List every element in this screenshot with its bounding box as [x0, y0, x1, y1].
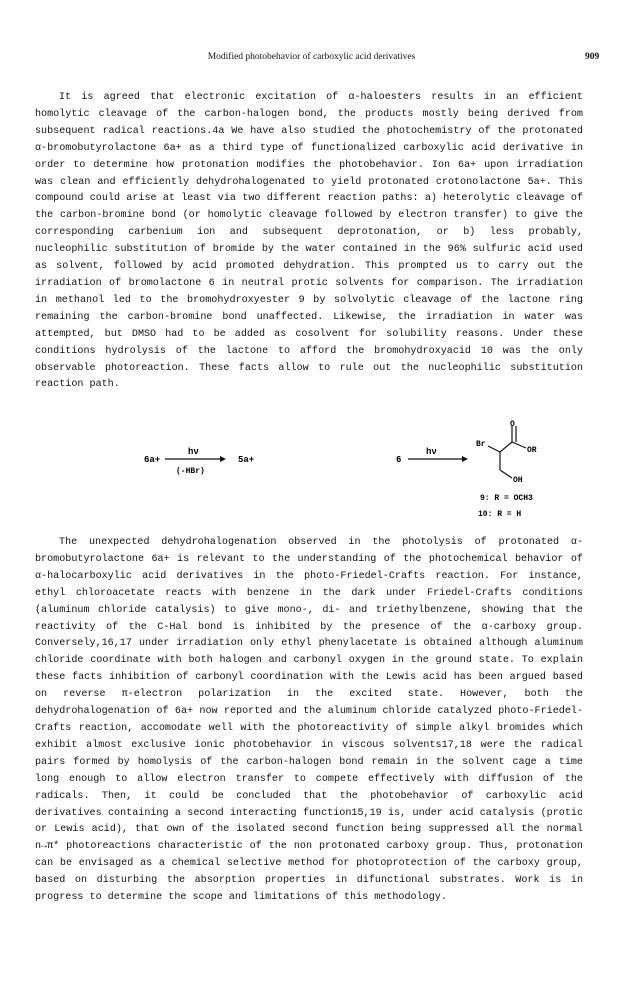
group-oh: OH — [513, 476, 523, 485]
scheme-right-reactant: 6 — [396, 455, 402, 465]
reaction-scheme — [0, 420, 623, 528]
scheme-left-arrowhead — [220, 456, 226, 462]
scheme-left-minus-hbr: (-HBr) — [176, 467, 205, 476]
running-title: Modified photobehavior of carboxylic acid derivatives — [207, 52, 416, 62]
scheme-right-hv: hν — [426, 447, 437, 457]
scheme-left-product: 5a+ — [238, 455, 255, 465]
scheme-right-arrowhead — [462, 456, 468, 462]
legend-compound-10: 10: R = H — [478, 510, 522, 519]
atom-br: Br — [476, 440, 486, 449]
page-number: 909 — [585, 52, 600, 62]
bromohydroxy-structure — [488, 426, 526, 478]
scheme-left-reactant: 6a+ — [144, 455, 161, 465]
legend-compound-9: 9: R = OCH3 — [480, 494, 533, 503]
scheme-left-hv: hν — [188, 447, 199, 457]
paragraph-1-text: It is agreed that electronic excitation of α-haloesters results in an efficient homolytic cleavage of the carbon-halogen bond, the products mostly being derived from subsequent radical reactions.4a We have also studied the photochemistry of the protonated α-bromobutyrolactone 6a+ as a third type of functionalized carboxylic acid derivative in order to determine how protonation modifies the photobehavior. Ion 6a+ upon irradiation was clean and efficiently dehydrohalogenated to yield protonated crotonolactone 5a+. This compound could arise at least via two different reaction paths: a) heterolytic cleavage of the carbon-bromine bond (or homolytic cleavage followed by electron transfer) to give the corresponding carbenium ion and subsequent deprotonation, or b) less probably, nucleophilic substitution of bromide by the water contained in the 96% sulfuric acid used as solvent, followed by acid promoted dehydration. This prompted us to carry out the irradiation of bromolactone 6 in neutral protic solvents for comparison. The irradiation in methanol led to the bromohydroxyester 9 by solvolytic cleavage of the lactone ring remaining the carbon-bromine bond unaffected. Likewise, the irradiation in water was attempted, but DMSO had to be added as cosolvent for solubility reasons. Under these conditions hydrolysis of the lactone to afford the bromohydroxyacid 10 was the only observable photoreaction. These facts allow to rule out the nucleophilic substitution reaction path. — [35, 92, 583, 391]
paragraph-1 — [35, 90, 583, 394]
atom-o: O — [510, 420, 515, 429]
group-or: OR — [527, 446, 537, 455]
paragraph-2-text: The unexpected dehydrohalogenation observed in the photolysis of protonated α-bromobutyrolactone 6a+ is relevant to the understanding of the photochemical behavior of α-halocarboxylic acid derivatives in the photo-Friedel-Crafts reaction. For instance, ethyl chloroacetate reacts with benzene in the dark under Friedel-Crafts conditions (aluminum chloride catalysis) to give mono-, di- and triethylbenzene, showing that the reactivity of the C-Hal bond is inhibited by the presence of the α-carboxy group. Conversely,16,17 under irradiation only ethyl phenylacetate is obtained although aluminum chloride coordinate with both halogen and carbonyl oxygen in the ground state. To explain these facts inhibition of carbonyl coordination with the Lewis acid has been argued based on reverse π-electron polarization in the excited state. However, both the dehydrohalogenation of 6a+ now reported and the aluminum chloride catalyzed photo-Friedel-Crafts reaction, accomodate well with the photoreactivity of simple alkyl bromides which exhibit almost exclusive ionic photobehavior in viscous solvents17,18 were the radical pairs formed by homolysis of the carbon-halogen bond remain in the solvent cage a time long enough to allow electron transfer to compete effectively with diffusion of the radicals. Then, it could be concluded that the photobehavior of carboxylic acid derivatives containing a second interacting function15,19 is, under acid catalysis (protic or Lewis acid), that own of the isolated second function being suppressed all the normal n→π* photoreactions characteristic of the non protonated carboxy group. Thus, protonation can be envisaged as a chemical selective method for photoprotection of the carboxy group, based on disturbing the absorption properties in difunctional substrates. Work is in progress to determine the scope and limitations of this methodology. — [35, 537, 583, 904]
paragraph-2 — [35, 535, 583, 907]
